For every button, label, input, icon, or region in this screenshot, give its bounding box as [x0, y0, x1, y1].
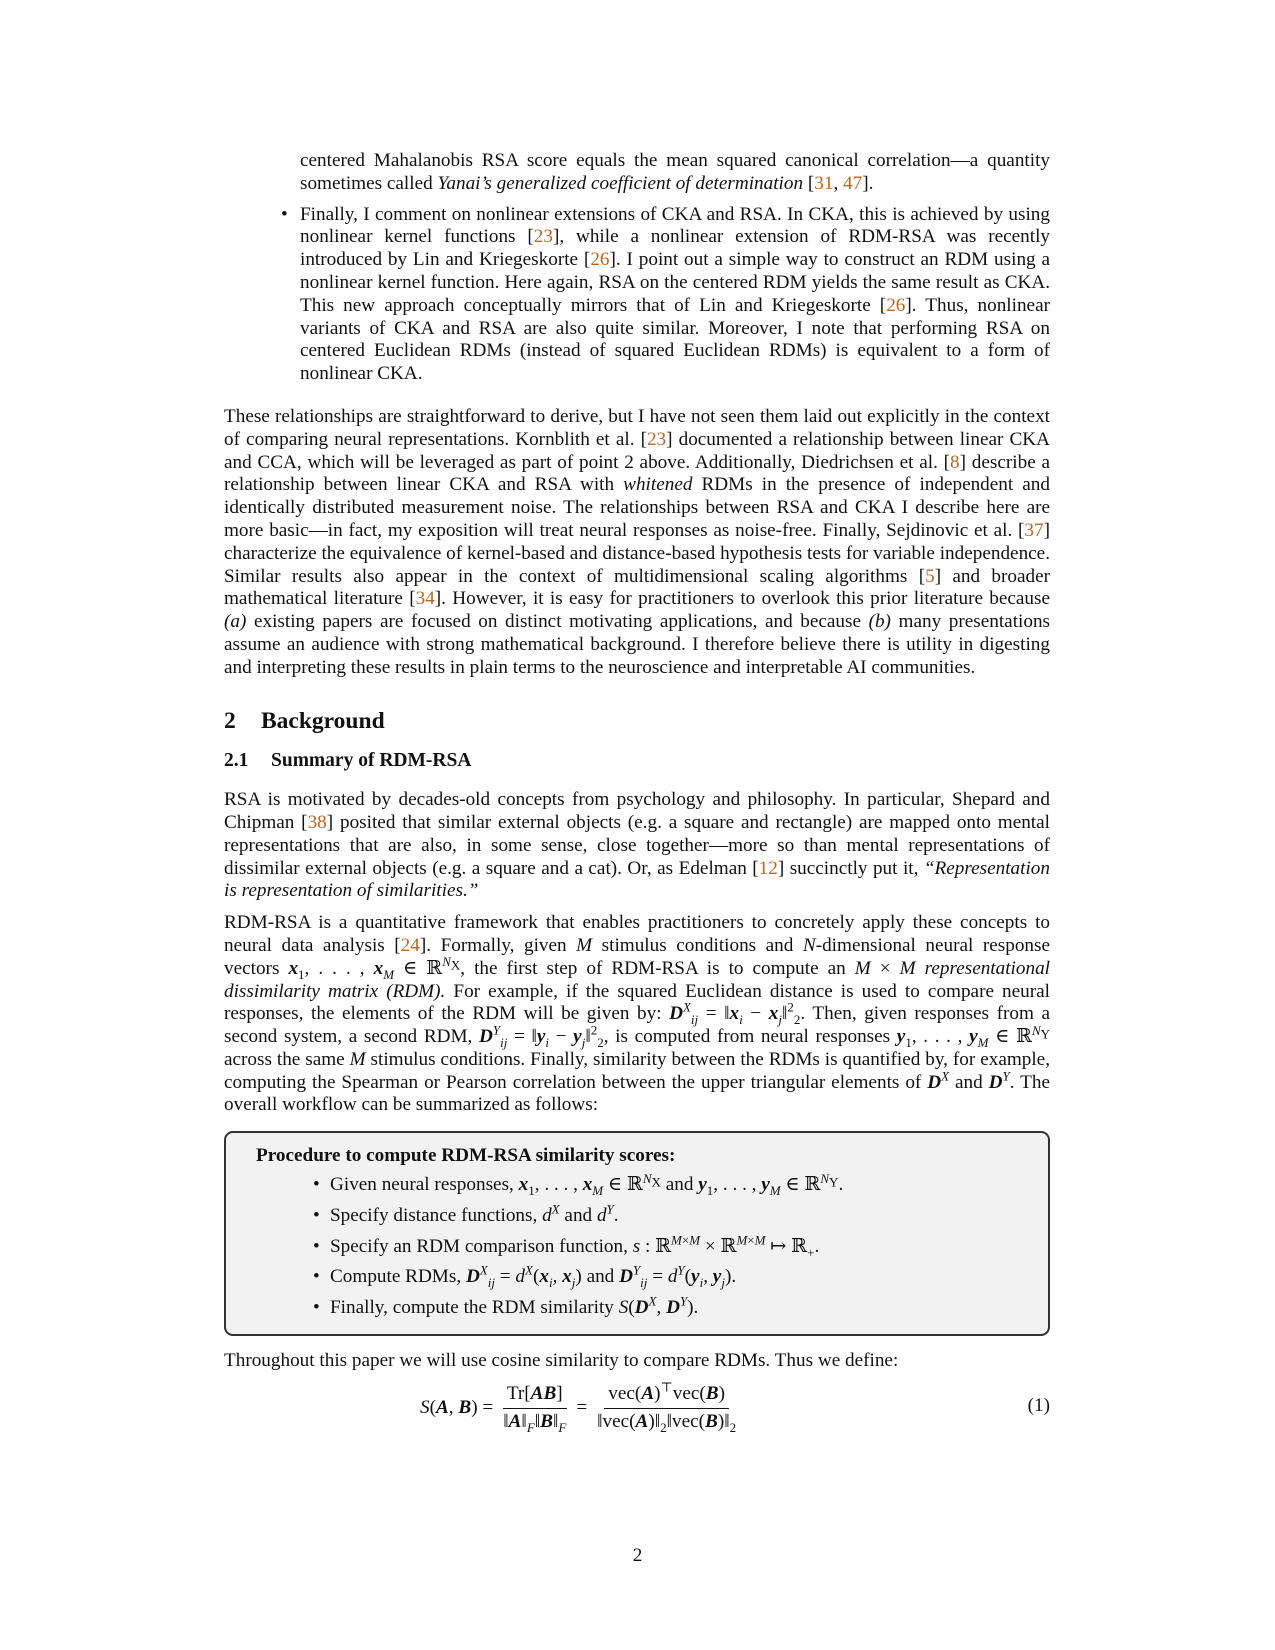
citation-link[interactable]: 31: [814, 172, 834, 194]
procedure-item: • Given neural responses, $x_1$, . . . , $x_M$ ∈ ℝ$^{N_X}$ and $y_1$, . . . , $y_M$ ∈ ℝ$^{N_Y}$.: [313, 1170, 844, 1198]
procedure-list: [256, 1170, 1020, 1320]
page-content: [224, 150, 1050, 1441]
page-number: 2: [632, 1545, 643, 1566]
subsection-heading: 2.1 Summary of RDM-RSA: [224, 750, 472, 772]
citation-link[interactable]: 8: [950, 451, 960, 473]
citation-link[interactable]: 12: [758, 857, 778, 879]
citation-link[interactable]: 24: [400, 934, 420, 956]
procedure-title: Procedure to compute RDM-RSA similarity scores:: [256, 1145, 676, 1167]
citation-link[interactable]: 37: [1024, 519, 1044, 541]
rsa-motivation-paragraph: RSA is motivated by decades-old concepts from psychology and philosophy. In particular, Shepard and Chipman [38] posited that similar external objects (e.g. a square and rectangle) are mapped onto mental representations that are also, in some sense, close together—more so than mental representations of dissimilar external objects (e.g. a square and a cat). Or, as Edelman [12] succinctly put it, “Representation is representation of similarities.”: [224, 789, 1050, 902]
citation-link[interactable]: 38: [307, 811, 327, 833]
equation-number: (1): [1027, 1394, 1050, 1416]
citation-link[interactable]: 23: [533, 226, 553, 248]
closing-sentence: Throughout this paper we will use cosine similarity to compare RDMs. Thus we define:: [224, 1350, 899, 1372]
equation-cosine-similarity: S(A, B) = $\frac{Tr[AB]}{‖A‖_F‖B‖_F}$ = $\frac{vec(A)^⊤vec(B)}{‖vec(A)‖_2‖vec(B)‖_2}$ (1): [420, 1379, 1050, 1435]
citation-link[interactable]: 34: [415, 588, 435, 610]
related-work-paragraph: These relationships are straightforward to derive, but I have not seen them laid out explicitly in the context of comparing neural representations. Kornblith et al. [23] documented a relationship between linear CKA and CCA, which will be leveraged as part of point 2 above. Additionally, Diedrichsen et al. [8] describe a relationship between linear CKA and RSA with whitened RDMs in the presence of independent and identically distributed measurement noise. The relationships between RSA and CKA I describe here are more basic—in fact, my exposition will treat neural responses as noise-free. Finally, Sejdinovic et al. [37] characterize the equivalence of kernel-based and distance-based hypothesis tests for variable independence. Similar results also appear in the context of multidimensional scaling algorithms [5] and broader mathematical literature [34]. However, it is easy for practitioners to overlook this prior literature because (a) existing papers are focused on distinct motivating applications, and because (b) many presentations assume an audience with strong mathematical background. I therefore believe there is utility in digesting and interpreting these results in plain terms to the neuroscience and interpretable AI communities.: [224, 405, 1051, 678]
bullet-item: • Finally, I comment on nonlinear extensions of CKA and RSA. In CKA, this is achieved by using nonlinear kernel functions [23], while a nonlinear extension of RDM-RSA was recently introduced by Lin and Kriegeskorte [26]. I point out a simple way to construct an RDM using a nonlinear kernel function. Here again, RSA on the centered RDM yields the same result as CKA. This new approach conceptually mirrors that of Lin and Kriegeskorte [26]. Thus, nonlinear variants of CKA and RSA are also quite similar. Moreover, I note that performing RSA on centered Euclidean RDMs (instead of squared Euclidean RDMs) is equivalent to a form of nonlinear CKA.: [281, 203, 1051, 385]
bullet-continuation: centered Mahalanobis RSA score equals the mean squared canonical correlation—a quantity sometimes called Yanai’s generalized coefficient of determination [31, 47].: [300, 150, 1050, 194]
bullet-dot: •: [281, 203, 288, 225]
citation-link[interactable]: 23: [646, 428, 667, 450]
citation-link[interactable]: 5: [925, 565, 935, 587]
bullet-list: [224, 204, 1050, 386]
section-heading: 2 Background: [224, 707, 385, 734]
procedure-item: • Specify an RDM comparison function, s : ℝ$^{M\times M}$ × ℝ$^{M\times M}$ ↦ ℝ$_+$.: [313, 1232, 820, 1260]
procedure-item: • Compute RDMs, $D^X_{ij} = d^X(x_i$, $x_j$) and $D^Y_{ij} = d^Y(y_i$, $y_j$).: [313, 1263, 737, 1291]
citation-link[interactable]: 47: [843, 172, 863, 194]
procedure-box: [224, 1131, 1050, 1336]
citation-link[interactable]: 26: [886, 294, 906, 316]
citation-link[interactable]: 26: [590, 249, 610, 271]
rdm-rsa-paragraph: RDM-RSA is a quantitative framework that enables practitioners to concretely apply these concepts to neural data analysis [24]. Formally, given M stimulus conditions and N-dimensional neural response vectors $x_1$, . . . , $x_M$ ∈ ℝ$^{N_X}$, the first step of RDM-RSA is to compute an M × M representational dissimilarity matrix (RDM). For example, if the squared Euclidean distance is used to compare neural responses, the elements of the RDM will be given by: $D^X_{ij}$ = $‖x_i$ − $x_j‖^2_2$. Then, given responses from a second system, a second RDM, $D^Y_{ij}$ = $‖y_i$ − $y_j‖^2_2$, is computed from neural responses $y_1$, . . . , $y_M$ ∈ ℝ$^{N_Y}$ across the same M stimulus conditions. Finally, similarity between the RDMs is quantified by, for example, computing the Spearman or Pearson correlation between the upper triangular elements of $D^X$ and $D^Y$. The overall workflow can be summarized as follows:: [224, 912, 1051, 1116]
procedure-item: • Finally, compute the RDM similarity $S(D^X$, $D^Y$).: [313, 1293, 699, 1319]
procedure-item: • Specify distance functions, $d^X$ and $d^Y$.: [313, 1201, 619, 1226]
